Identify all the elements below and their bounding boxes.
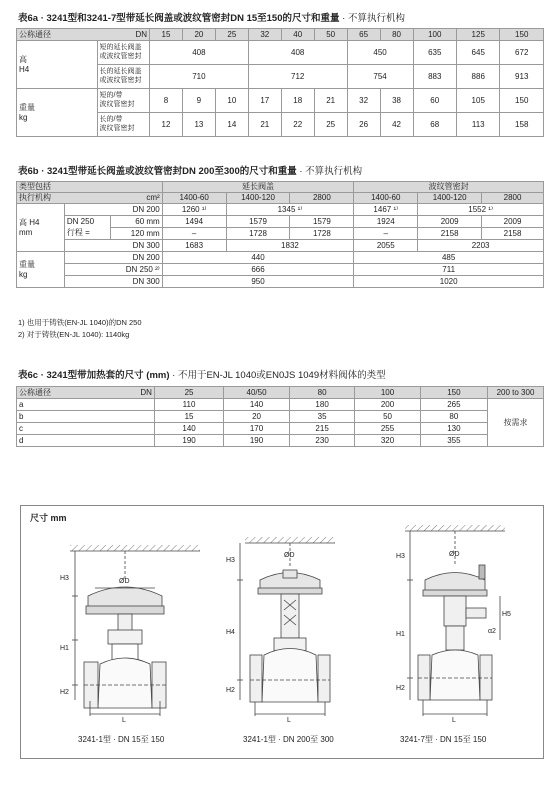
table-cell: 1552 ¹⁾ — [418, 204, 544, 216]
col-header: 40/50 — [224, 387, 290, 399]
footnote-1: 1) 也用于铸铁(EN-JL 1040)的DN 250 — [18, 318, 142, 327]
row-sublabel: DN 300 — [64, 276, 162, 288]
row-sublabel: DN 250 ²⁾ — [64, 264, 162, 276]
col-header: 1400-60 — [354, 193, 418, 204]
table-cell: 18 — [281, 89, 314, 113]
table-cell: 2158 — [418, 228, 482, 240]
col-header: 40 — [281, 29, 314, 41]
table-cell: 1494 — [162, 216, 226, 228]
table-cell: 320 — [355, 435, 420, 447]
table-cell: – — [354, 228, 418, 240]
row-sublabel: 行程 = — [64, 228, 110, 240]
row-sublabel: DN 250 — [64, 216, 110, 228]
table-cell: 645 — [456, 41, 499, 65]
caption-drawing-1: 3241-1型 · DN 15至 150 — [78, 735, 165, 744]
col-header: 150 — [420, 387, 487, 399]
table-cell: 1832 — [226, 240, 354, 252]
table-cell: 913 — [500, 65, 544, 89]
valve-drawing-3241-1-large — [237, 537, 335, 716]
dim-label-h2: H2 — [396, 685, 405, 692]
dim-label-h3: H3 — [396, 553, 405, 560]
cell-ext-bonnet: 延长阀盖 — [162, 182, 354, 193]
table-cell: 190 — [154, 435, 223, 447]
table-cell: 355 — [420, 435, 487, 447]
row-sublabel: DN 200 — [64, 204, 162, 216]
table-cell: 50 — [355, 411, 420, 423]
table-cell: 25 — [314, 113, 347, 137]
table-cell: 2009 — [482, 216, 544, 228]
table-cell: 450 — [347, 41, 413, 65]
dim-label-a2: α2 — [488, 628, 496, 635]
table-cell: 883 — [413, 65, 456, 89]
table-cell: 10 — [215, 89, 248, 113]
table-cell: 32 — [347, 89, 380, 113]
row-sublabel: 短的延长阀盖 或波纹管密封 — [97, 41, 150, 65]
table-cell: 635 — [413, 41, 456, 65]
cell-nominal-size: 公称通径 — [17, 29, 98, 41]
table-cell: 230 — [289, 435, 354, 447]
table-cell: 113 — [456, 113, 499, 137]
table-cell: 1579 — [290, 216, 354, 228]
table-cell: 150 — [500, 89, 544, 113]
table-cell: 1683 — [162, 240, 226, 252]
dim-label-h1: H1 — [60, 645, 69, 652]
dim-label-h2: H2 — [60, 689, 69, 696]
row-sublabel: DN 200 — [64, 252, 162, 264]
col-header: 32 — [248, 29, 281, 41]
footnote-2: 2) 对于铸铁(EN-JL 1040): 1140kg — [18, 330, 130, 339]
table-cell: 38 — [380, 89, 413, 113]
row-label: d — [17, 435, 155, 447]
table-cell: 9 — [182, 89, 215, 113]
col-header: 2800 — [290, 193, 354, 204]
dim-label-h3: H3 — [60, 575, 69, 582]
table-cell: 672 — [500, 41, 544, 65]
table-cell: 35 — [289, 411, 354, 423]
row-label: c — [17, 423, 155, 435]
col-header: 25 — [215, 29, 248, 41]
table-cell: 710 — [150, 65, 249, 89]
row-sublabel: 120 mm — [110, 228, 162, 240]
dim-label-h1: H1 — [396, 631, 405, 638]
table-cell: 1467 ¹⁾ — [354, 204, 418, 216]
table-6b-title: 表6b · 3241型带延长阀盖或波纹管密封DN 200至300的尺寸和重量 · 不算执行机构 — [18, 166, 363, 177]
table-cell: 17 — [248, 89, 281, 113]
cell-dn: DN — [89, 387, 154, 399]
table-6a-title: 表6a · 3241型和3241-7型带延长阀盖或波纹管密封DN 15至150的尺寸和重量 · 不算执行机构 — [18, 13, 405, 24]
table-cell: 1345 ¹⁾ — [226, 204, 354, 216]
row-label: a — [17, 399, 155, 411]
dim-label-h5: H5 — [502, 611, 511, 618]
table-cell: 2158 — [482, 228, 544, 240]
table-cell: 711 — [354, 264, 544, 276]
col-header: 125 — [456, 29, 499, 41]
table-cell: 1579 — [226, 216, 290, 228]
cell-bellows: 波纹管密封 — [354, 182, 544, 193]
table-cell: 754 — [347, 65, 413, 89]
table-cell: 190 — [224, 435, 290, 447]
table-cell: 2009 — [418, 216, 482, 228]
col-header: 25 — [154, 387, 223, 399]
table-cell: 110 — [154, 399, 223, 411]
row-sublabel: 长的/带 波纹管密封 — [97, 113, 150, 137]
row-sublabel: 短的/带 波纹管密封 — [97, 89, 150, 113]
col-header: 1400-60 — [162, 193, 226, 204]
col-header: 2800 — [482, 193, 544, 204]
table-cell: 265 — [420, 399, 487, 411]
table-cell: 408 — [248, 41, 347, 65]
caption-drawing-2: 3241-1型 · DN 200至 300 — [243, 735, 334, 744]
table-cell: 1260 ¹⁾ — [162, 204, 226, 216]
drawing-title: 尺寸 mm — [30, 513, 67, 523]
row-label-height: 高 H4 mm — [17, 204, 65, 252]
dim-label-h4: H4 — [226, 629, 235, 636]
table-cell: 200 — [355, 399, 420, 411]
cell-dn: DN — [97, 29, 150, 41]
table-cell: 15 — [154, 411, 223, 423]
table-cell: 14 — [215, 113, 248, 137]
col-header: 100 — [355, 387, 420, 399]
table-cell: 1728 — [226, 228, 290, 240]
table-cell: 440 — [162, 252, 354, 264]
col-header: 50 — [314, 29, 347, 41]
row-label-weight: 重量 kg — [17, 252, 65, 288]
table-cell: 130 — [420, 423, 487, 435]
dim-label-d: ØD — [284, 552, 295, 559]
row-label: b — [17, 411, 155, 423]
dim-label-h3: H3 — [226, 557, 235, 564]
table-cell: 950 — [162, 276, 354, 288]
table-cell: 485 — [354, 252, 544, 264]
table-cell: 140 — [224, 399, 290, 411]
table-cell: 2055 — [354, 240, 418, 252]
dim-label-d: ØD — [449, 551, 460, 558]
dim-label-h2: H2 — [226, 687, 235, 694]
col-header: 80 — [289, 387, 354, 399]
table-cell: 12 — [150, 113, 183, 137]
col-header: 65 — [347, 29, 380, 41]
table-cell: 180 — [289, 399, 354, 411]
table-cell: 2203 — [418, 240, 544, 252]
cell-nominal-size: 公称通径 — [17, 387, 90, 399]
table-cell: 20 — [224, 411, 290, 423]
table-cell: 13 — [182, 113, 215, 137]
table-cell: 886 — [456, 65, 499, 89]
table-cell: 8 — [150, 89, 183, 113]
col-header: 150 — [500, 29, 544, 41]
table-cell: 666 — [162, 264, 354, 276]
valve-drawing-3241-1-small — [70, 545, 200, 716]
caption-drawing-3: 3241-7型 · DN 15至 150 — [400, 735, 487, 744]
table-6c-title: 表6c · 3241型带加热套的尺寸 (mm) · 不用于EN-JL 1040或EN0JS 1049材料阀体的类型 — [18, 370, 386, 381]
table-cell: 408 — [150, 41, 249, 65]
table-cell: 215 — [289, 423, 354, 435]
col-header: 20 — [182, 29, 215, 41]
table-cell: 105 — [456, 89, 499, 113]
on-request-cell: 按需求 — [488, 399, 544, 447]
col-header: 15 — [150, 29, 183, 41]
dim-label-l: L — [452, 717, 456, 724]
row-label-height: 高 H4 — [17, 41, 98, 89]
dim-label-l: L — [122, 717, 126, 724]
col-header: 200 to 300 — [488, 387, 544, 399]
col-header: 1400-120 — [418, 193, 482, 204]
row-sublabel: 长的延长阀盖 或波纹管密封 — [97, 65, 150, 89]
cell-type-pkg: 类型包括 — [17, 182, 163, 193]
table-cell: 68 — [413, 113, 456, 137]
table-cell: – — [162, 228, 226, 240]
cell-cm2: cm² — [110, 193, 162, 204]
table-cell: 60 — [413, 89, 456, 113]
table-cell: 170 — [224, 423, 290, 435]
table-cell: 158 — [500, 113, 544, 137]
table-cell: 26 — [347, 113, 380, 137]
cell-actuator: 执行机构 — [17, 193, 111, 204]
dim-label-l: L — [287, 717, 291, 724]
table-cell: 255 — [355, 423, 420, 435]
col-header: 100 — [413, 29, 456, 41]
table-cell: 22 — [281, 113, 314, 137]
row-sublabel: 60 mm — [110, 216, 162, 228]
table-cell: 80 — [420, 411, 487, 423]
table-cell: 42 — [380, 113, 413, 137]
table-cell: 1728 — [290, 228, 354, 240]
col-header: 80 — [380, 29, 413, 41]
row-sublabel: DN 300 — [64, 240, 162, 252]
table-cell: 712 — [248, 65, 347, 89]
row-label-weight: 重量 kg — [17, 89, 98, 137]
table-cell: 1020 — [354, 276, 544, 288]
table-cell: 1924 — [354, 216, 418, 228]
table-cell: 140 — [154, 423, 223, 435]
table-cell: 21 — [248, 113, 281, 137]
dim-label-d: ØD — [119, 578, 130, 585]
table-cell: 21 — [314, 89, 347, 113]
col-header: 1400-120 — [226, 193, 290, 204]
